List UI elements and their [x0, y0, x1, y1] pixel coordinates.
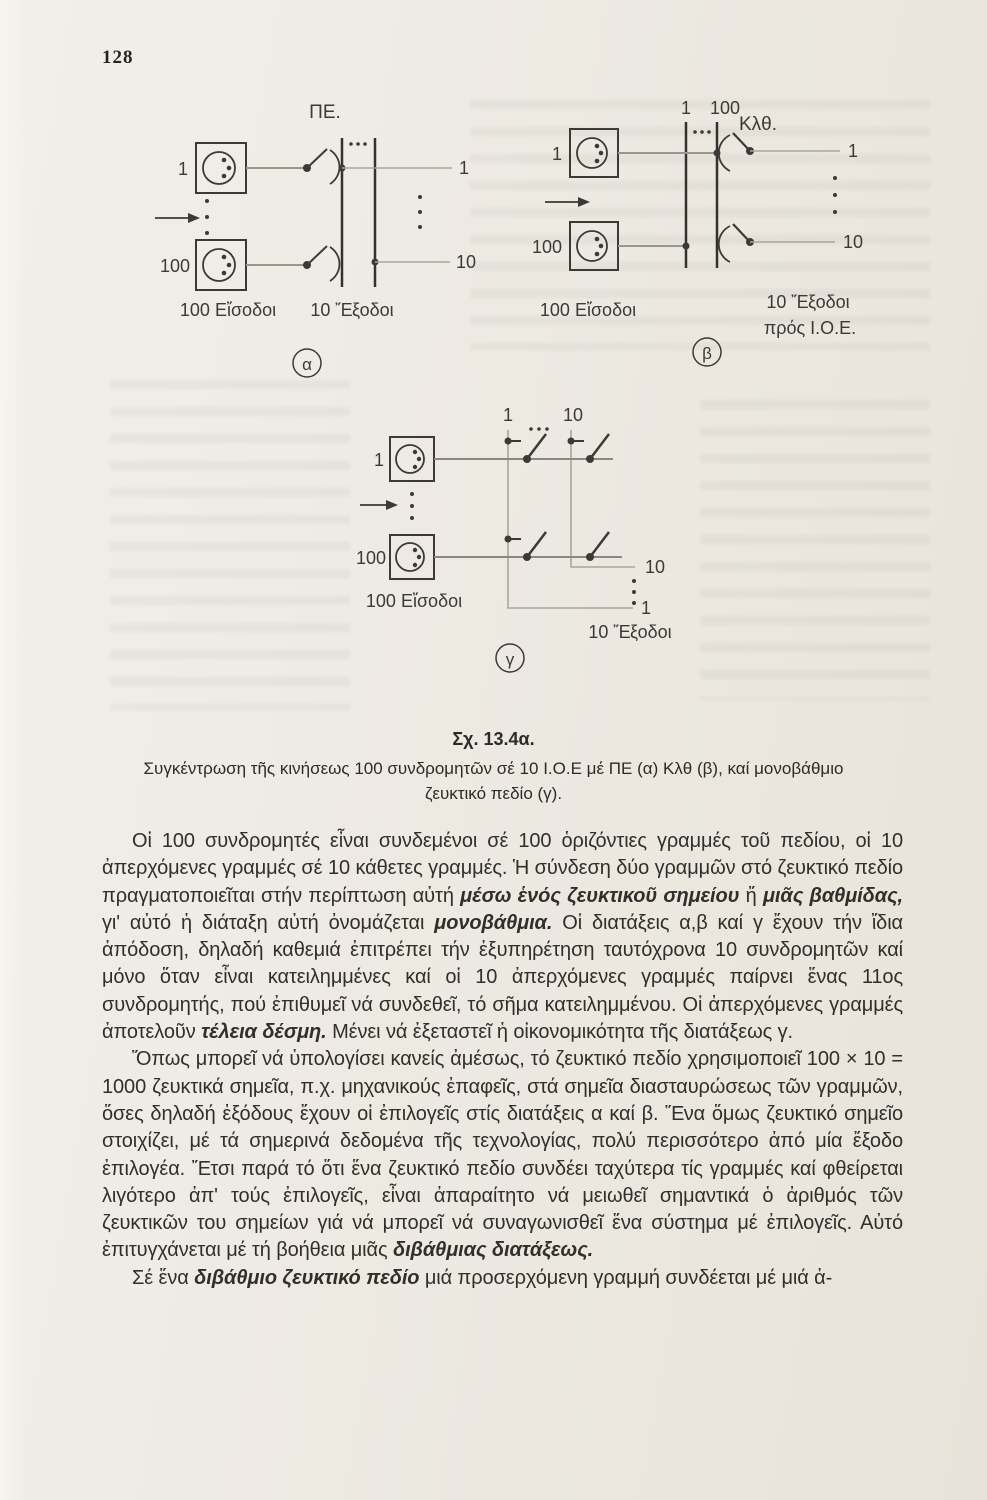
telephone-icon — [196, 143, 246, 193]
text-segment: Μένει νά ἐξεταστεῖ ἡ οἰκονομικότητα τῆς διατάξεως γ. — [326, 1021, 793, 1044]
diagram-b — [532, 98, 863, 366]
selector-switch-icon — [719, 133, 754, 171]
selector-switch-icon — [719, 224, 754, 262]
svg-text:α: α — [302, 355, 312, 374]
ellipsis-dots — [529, 427, 549, 431]
svg-text:γ: γ — [505, 650, 515, 669]
outputs-label-line1: 10 Ἔξοδοι — [766, 292, 850, 312]
text-segment: Οἱ 100 συνδρομητές εἶναι συνδεμένοι σέ 100 ὁριζόντιες γραμμές τοῦ πεδίου, οἱ 10 ἀπερχόμενες γραμμές σέ 10 κάθετες γραμμές. Ἡ σύνδεση δύο γραμμῶν στό ζευκτικό πεδίο πραγματοποιεῖται στήν περίπτωση αὐτή — [102, 830, 903, 907]
page-number: 128 — [102, 47, 134, 68]
inputs-label: 100 Εἴσοδοι — [365, 591, 463, 611]
figure-13-4a — [0, 0, 987, 722]
selector-switch-icon — [303, 149, 339, 184]
bus-left-label: 1 — [680, 98, 692, 118]
text-segment: μιά προσερχόμενη γραμμή συνδέεται μέ μιά ἀ- — [419, 1266, 833, 1289]
telephone-icon — [390, 535, 434, 579]
output-bottom-label: 1 — [641, 598, 652, 618]
inputs-label: 100 Εἴσοδοι — [179, 300, 277, 320]
diagram-tag-c — [496, 644, 524, 672]
diagram-tag-a — [293, 349, 321, 377]
input-bottom-label: 100 — [355, 548, 386, 568]
bus-right-label: 100 — [709, 98, 741, 118]
paragraph-2 — [102, 1046, 903, 1264]
outputs-label: 10 Ἔξοδοι — [588, 622, 672, 642]
inputs-label: 100 Εἴσοδοι — [539, 300, 637, 320]
text-segment: Ὅπως μπορεῖ νά ὑπολογίσει κανείς ἀμέσως, τό ζευκτικό πεδίο χρησιμοποιεῖ 100 × 10 = 1000 ζευκτικά σημεῖα, π.χ. μηχανικούς ἐπαφεῖς, στά σημεῖα διασταυρώσεως τῶν γραμμῶν, ὅσες δηλαδή ἐξόδους ἔχουν οἱ ἐπιλογεῖς στίς διατάξεις α καί β. Ἕνα ὅμως ζευκτικό σημεῖο στοιχίζει, μέ τά σημερινά δεδομένα τῆς τεχνολογίας, πολύ περισσότερο ἀπό μία ἔξοδο ἐπιλογέα. Ἔτσι παρά τό ὅτι ἕνα ζευκτικό πεδίο συνδέει ταχύτερα τίς γραμμές καί φθείρεται λιγότερο ἀπ' τούς ἐπιλογεῖς, εἶναι ἀπαραίτητο νά μειωθεῖ σημαντικά ὁ ἀριθμός τῶν ζευκτικῶν του σημείων γιά νά μπορεῖ νά συναγωνισθεῖ ἕνα σύστημα μέ ἐπιλογεῖς. Αὐτό ἐπιτυγχάνεται μέ τή βοήθεια μιᾶς — [102, 1048, 903, 1262]
output-top-label: 1 — [848, 141, 859, 161]
ellipsis-dots — [833, 176, 837, 214]
outputs-label-line2: πρός Ι.Ο.Ε. — [763, 318, 857, 338]
bus-right-label: 10 — [562, 405, 584, 425]
output-bottom-label: 10 — [843, 232, 864, 252]
svg-text:β: β — [702, 344, 712, 363]
diagram-tag-b — [693, 338, 721, 366]
output-bottom-label: 10 — [456, 252, 477, 272]
selector-switch-icon — [303, 246, 339, 281]
telephone-icon — [390, 437, 434, 481]
text-segment: γι' αὐτό ἡ διάταξη αὐτή ὀνομάζεται — [102, 911, 435, 934]
ellipsis-dots — [418, 195, 422, 229]
output-top-label: 10 — [645, 557, 666, 577]
input-top-label: 1 — [373, 450, 384, 470]
pe-label: ΠΕ. — [309, 102, 341, 123]
telephone-icon — [570, 222, 618, 270]
contact-dot — [683, 243, 690, 250]
input-bottom-label: 100 — [159, 256, 190, 276]
figure-caption — [0, 729, 987, 806]
paragraph-3 — [102, 1265, 903, 1292]
paragraph-1 — [102, 828, 903, 1046]
output-top-label: 1 — [459, 158, 470, 178]
flow-arrow-icon — [360, 500, 398, 510]
figure-caption-line: ζευκτικό πεδίο (γ). — [424, 784, 563, 803]
diagram-c — [356, 405, 672, 672]
input-top-label: 1 — [551, 144, 562, 164]
text-segment: ἤ — [739, 884, 763, 907]
emphasis-text: μέσω ἑνός ζευκτικοῦ σημείου — [460, 884, 740, 907]
emphasis-text: διβάθμιο ζευκτικό πεδίο — [194, 1266, 420, 1289]
emphasis-text: μονοβάθμια. — [434, 911, 553, 934]
ellipsis-dots — [693, 130, 711, 134]
ellipsis-dots — [410, 492, 414, 520]
telephone-icon — [570, 129, 618, 177]
bus-left-label: 1 — [502, 405, 514, 425]
outputs-label: 10 Ἔξοδοι — [310, 300, 394, 320]
vertical-line — [571, 430, 635, 567]
ellipsis-dots — [632, 579, 636, 605]
figure-caption-title: Σχ. 13.4α. — [452, 729, 535, 749]
emphasis-text: τέλεια δέσμη. — [201, 1021, 327, 1044]
flow-arrow-icon — [155, 213, 200, 223]
text-segment: Οἱ διατάξεις α,β καί γ ἔχουν τήν ἴδια ἀπόδοση, δηλαδή καθεμιά ἐπιτρέπει τήν ἐξυπηρέτηση ταυτόχρονα 10 συνδρομητῶν καί μόνο ὅταν εἶναι κατειλημμένες καί οἱ 10 ἀπερχόμενες γραμμές παίρνει ἕνας 11ος συνδρομητής, πού ἐπιθυμεῖ νά συνδεθεῖ, τό σῆμα κατειλημμένου. Οἱ ἀπερχόμενες γραμμές ἀποτελοῦν — [102, 911, 904, 1044]
ellipsis-dots — [349, 142, 367, 146]
input-bottom-label: 100 — [531, 237, 562, 257]
body-text — [102, 828, 903, 1292]
emphasis-text: μιᾶς βαθμίδας, — [762, 884, 904, 907]
figure-caption-line: Συγκέντρωση τῆς κινήσεως 100 συνδρομητῶν σέ 10 Ι.Ο.Ε μέ ΠΕ (α) Κλθ (β), καί μονοβάθμιο — [143, 759, 844, 778]
emphasis-text: διβάθμιας διατάξεως. — [392, 1239, 594, 1262]
ellipsis-dots — [205, 199, 209, 235]
klth-label: Κλθ. — [738, 114, 778, 135]
flow-arrow-icon — [545, 197, 590, 207]
telephone-icon — [196, 240, 246, 290]
text-segment: Σέ ἕνα — [132, 1266, 195, 1289]
diagram-a — [155, 102, 476, 377]
input-top-label: 1 — [177, 159, 188, 179]
